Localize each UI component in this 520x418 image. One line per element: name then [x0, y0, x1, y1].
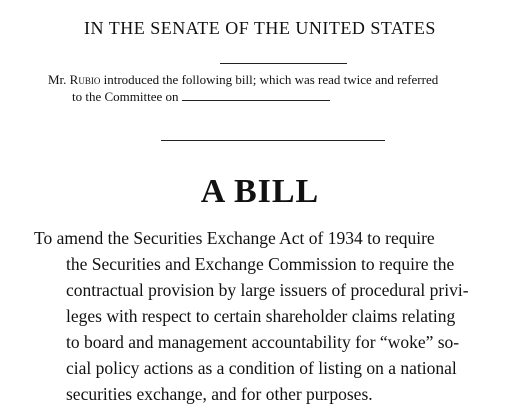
bill-purpose: [34, 225, 514, 407]
purpose-line: securities exchange, and for other purposes.: [66, 384, 373, 404]
purpose-line: leges with respect to certain shareholder claims relating: [66, 306, 456, 326]
purpose-line: To amend the Securities Exchange Act of 1934 to require: [34, 228, 435, 248]
introduction-line-2: [48, 88, 508, 105]
purpose-line: the Securities and Exchange Commission to require the: [66, 254, 455, 274]
sponsor-prefix: Mr.: [48, 72, 70, 87]
purpose-line: contractual provision by large issuers of procedural privi-: [66, 280, 469, 300]
separator-rule-long: [161, 140, 385, 141]
committee-text: to the Committee on: [72, 89, 182, 104]
committee-blank-line: [182, 88, 330, 101]
introduction-line-1: [48, 71, 508, 88]
chamber-header: IN THE SENATE OF THE UNITED STATES: [84, 18, 436, 38]
purpose-line: cial policy actions as a condition of listing on a national: [66, 358, 457, 378]
sponsor-name: Rubio: [69, 72, 101, 87]
introduction-statement: [48, 71, 508, 105]
introduction-text: introduced the following bill; which was read twice and referred: [100, 72, 439, 87]
separator-rule-short: [220, 63, 347, 64]
purpose-line: to board and management accountability for “woke” so-: [66, 332, 460, 352]
bill-title: A BILL: [200, 173, 320, 210]
